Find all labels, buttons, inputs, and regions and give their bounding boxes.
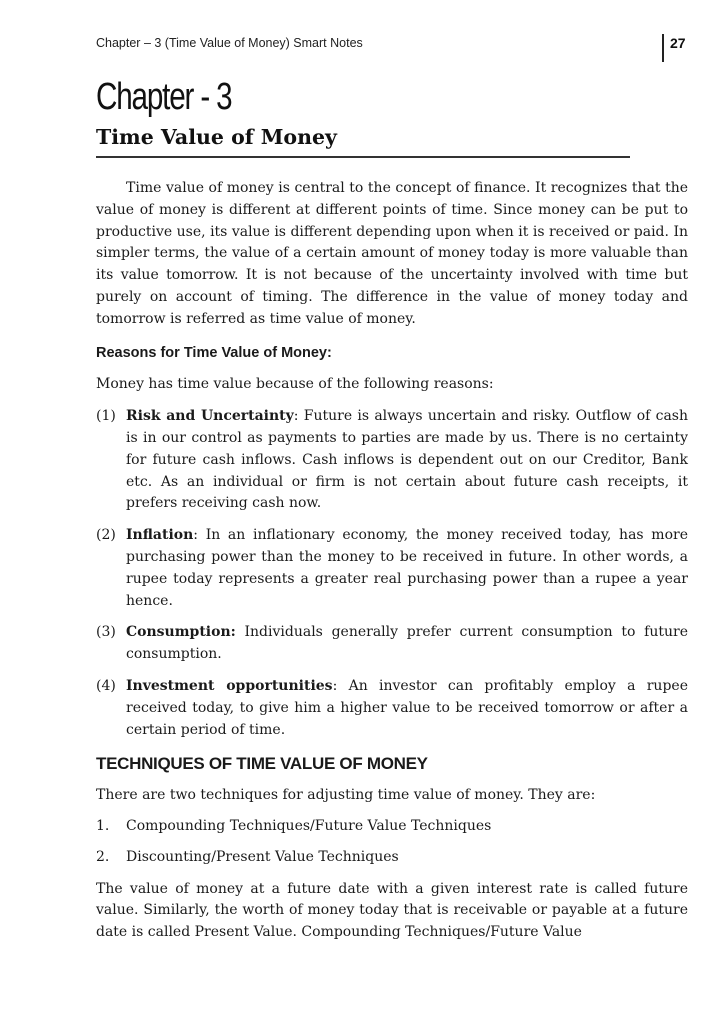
reason-text: : In an inflationary economy, the money received today, has more purchasing power than the money to be received in future. In other words, a rupee today represents a greater real purchasing power than a rupee a year hence. (126, 527, 688, 609)
reasons-heading: Reasons for Time Value of Money: (96, 344, 332, 361)
reason-number: (1) (96, 408, 116, 425)
closing-paragraph: The value of money at a future date with a given interest rate is called future value. Similarly, the worth of money today that is receivable or payable at a future date is called Present Value. Compounding Techniques/Future Value (96, 880, 688, 941)
running-title: Chapter – 3 (Time Value of Money) Smart Notes (96, 36, 363, 50)
intro-paragraph: Time value of money is central to the concept of finance. It recognizes that the value of money is different at different points of time. Since money can be put to productive use, its value is different depending upon when it is received or paid. In simpler terms, the value of a certain amount of money today is more valuable than its value tomorrow. It is not because of the uncertainty involved with time but purely on account of timing. The difference in the value of money today and tomorrow is referred as time value of money. (96, 180, 688, 327)
reason-term: Risk and Uncertainty (126, 408, 294, 425)
technique-text: Compounding Techniques/Future Value Techniques (126, 817, 492, 834)
technique-item (96, 847, 688, 869)
reasons-lead: Money has time value because of the following reasons: (96, 376, 494, 393)
technique-item (96, 816, 688, 838)
reason-item (96, 406, 688, 515)
reason-text: Individuals generally prefer current consumption to future consumption. (126, 624, 688, 663)
chapter-title: Time Value of Money (96, 125, 337, 149)
technique-number: 2. (96, 848, 110, 865)
techniques-lead: There are two techniques for adjusting time value of money. They are: (96, 787, 596, 804)
reason-text: : An investor can profitably employ a rupee received today, to give him a higher value to be received tomorrow or after a certain period of time. (126, 677, 688, 738)
technique-text: Discounting/Present Value Techniques (126, 848, 399, 865)
reason-item (96, 622, 688, 666)
header-divider (662, 34, 664, 62)
reason-number: (2) (96, 527, 116, 544)
reason-term: Consumption: (126, 624, 236, 641)
chapter-label: Chapter - 3 (96, 76, 232, 118)
reason-item (96, 525, 688, 612)
reason-item (96, 676, 688, 741)
reason-number: (4) (96, 677, 116, 694)
techniques-heading: TECHNIQUES OF TIME VALUE OF MONEY (96, 754, 428, 774)
reason-term: Investment opportunities (126, 677, 333, 694)
reason-text: : Future is always uncertain and risky. Outflow of cash is in our control as payments to parties are made by us. There is no certainty for future cash inflows. Cash inflows is dependent out on our Creditor, Bank etc. As an individual or firm is not certain about future cash receipts, it prefers receiving cash now. (126, 408, 689, 512)
reason-term: Inflation (126, 527, 194, 544)
body-text (96, 178, 688, 944)
title-underline (96, 156, 630, 158)
technique-number: 1. (96, 817, 110, 834)
reason-number: (3) (96, 624, 116, 641)
page-header (96, 34, 691, 64)
page-number: 27 (670, 35, 686, 51)
